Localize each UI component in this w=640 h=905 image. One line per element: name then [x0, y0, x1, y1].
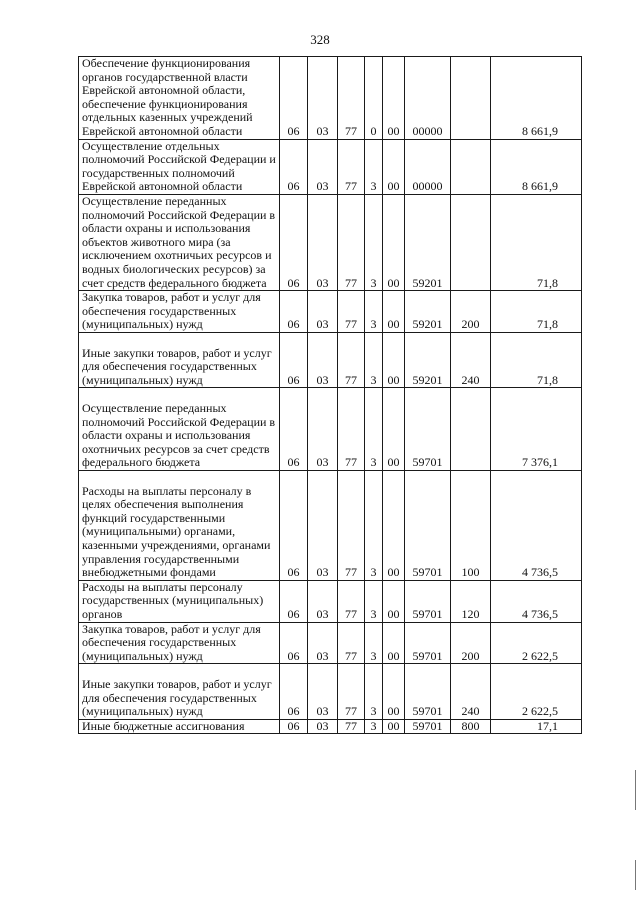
code-expense-type-cell	[451, 139, 491, 194]
code-razdel-cell: 06	[280, 664, 308, 719]
table-row	[79, 580, 582, 622]
code-podrazdel-cell: 03	[308, 139, 338, 194]
code-podrazdel-cell: 03	[308, 580, 338, 622]
code-razdel-cell: 06	[280, 194, 308, 290]
code-main-event-cell: 00	[383, 332, 405, 387]
code-razdel-cell: 06	[280, 332, 308, 387]
code-expense-type-cell	[451, 194, 491, 290]
page-number: 328	[310, 32, 330, 47]
code-direction-cell: 59701	[405, 664, 451, 719]
expense-name-cell: Иные закупки товаров, работ и услуг для обеспечения государственных (муниципальных) нужд	[79, 664, 280, 719]
code-main-event-cell: 00	[383, 57, 405, 140]
expense-name-cell: Иные бюджетные ассигнования	[79, 719, 280, 734]
code-subprogram-cell: 3	[365, 664, 383, 719]
amount-cell: 17,1	[491, 719, 582, 734]
amount-cell: 7 376,1	[491, 388, 582, 471]
amount-cell: 71,8	[491, 194, 582, 290]
code-direction-cell: 59701	[405, 580, 451, 622]
expense-name-cell: Осуществление отдельных полномочий Российской Федерации и государственных полномочий Еврейской автономной области	[79, 139, 280, 194]
code-program-cell: 77	[338, 470, 365, 580]
code-main-event-cell: 00	[383, 194, 405, 290]
code-direction-cell: 59701	[405, 719, 451, 734]
table-row	[79, 719, 582, 734]
table-row	[79, 332, 582, 387]
amount-cell: 71,8	[491, 332, 582, 387]
amount-cell: 2 622,5	[491, 664, 582, 719]
code-program-cell: 77	[338, 291, 365, 333]
code-subprogram-cell: 3	[365, 194, 383, 290]
amount-cell: 8 661,9	[491, 57, 582, 140]
code-expense-type-cell: 200	[451, 291, 491, 333]
table-row	[79, 57, 582, 140]
amount-cell: 2 622,5	[491, 622, 582, 664]
code-subprogram-cell: 3	[365, 388, 383, 471]
code-podrazdel-cell: 03	[308, 664, 338, 719]
code-program-cell: 77	[338, 580, 365, 622]
scan-edge-mark	[635, 860, 636, 890]
table-row	[79, 470, 582, 580]
code-program-cell: 77	[338, 719, 365, 734]
code-expense-type-cell: 200	[451, 622, 491, 664]
code-direction-cell: 59201	[405, 332, 451, 387]
amount-cell: 4 736,5	[491, 580, 582, 622]
code-direction-cell: 59701	[405, 388, 451, 471]
code-podrazdel-cell: 03	[308, 194, 338, 290]
code-program-cell: 77	[338, 332, 365, 387]
code-razdel-cell: 06	[280, 622, 308, 664]
code-razdel-cell: 06	[280, 719, 308, 734]
code-main-event-cell: 00	[383, 139, 405, 194]
code-main-event-cell: 00	[383, 622, 405, 664]
code-main-event-cell: 00	[383, 664, 405, 719]
code-expense-type-cell: 240	[451, 664, 491, 719]
table-row	[79, 664, 582, 719]
code-main-event-cell: 00	[383, 580, 405, 622]
budget-table	[78, 56, 582, 734]
amount-cell: 71,8	[491, 291, 582, 333]
code-subprogram-cell: 3	[365, 139, 383, 194]
code-podrazdel-cell: 03	[308, 622, 338, 664]
code-podrazdel-cell: 03	[308, 388, 338, 471]
code-direction-cell: 59201	[405, 194, 451, 290]
code-expense-type-cell: 800	[451, 719, 491, 734]
code-subprogram-cell: 3	[365, 622, 383, 664]
code-subprogram-cell: 3	[365, 332, 383, 387]
code-expense-type-cell	[451, 388, 491, 471]
code-subprogram-cell: 0	[365, 57, 383, 140]
code-program-cell: 77	[338, 622, 365, 664]
code-program-cell: 77	[338, 388, 365, 471]
code-podrazdel-cell: 03	[308, 332, 338, 387]
expense-name-cell: Осуществление переданных полномочий Российской Федерации в области охраны и использования охотничьих ресурсов за счет средств федерального бюджета	[79, 388, 280, 471]
code-expense-type-cell: 100	[451, 470, 491, 580]
expense-name-cell: Закупка товаров, работ и услуг для обеспечения государственных (муниципальных) нужд	[79, 622, 280, 664]
code-razdel-cell: 06	[280, 57, 308, 140]
expense-name-cell: Осуществление переданных полномочий Российской Федерации в области охраны и использования объектов животного мира (за исключением охотничьих ресурсов и водных биологических ресурсов) за счет средств федерального бюджета	[79, 194, 280, 290]
code-direction-cell: 00000	[405, 139, 451, 194]
code-subprogram-cell: 3	[365, 580, 383, 622]
table-row	[79, 291, 582, 333]
code-main-event-cell: 00	[383, 388, 405, 471]
code-main-event-cell: 00	[383, 719, 405, 734]
code-razdel-cell: 06	[280, 388, 308, 471]
code-razdel-cell: 06	[280, 139, 308, 194]
code-podrazdel-cell: 03	[308, 719, 338, 734]
code-program-cell: 77	[338, 57, 365, 140]
code-razdel-cell: 06	[280, 470, 308, 580]
table-row	[79, 388, 582, 471]
code-direction-cell: 59701	[405, 622, 451, 664]
code-main-event-cell: 00	[383, 470, 405, 580]
table-row	[79, 139, 582, 194]
scan-edge-mark	[635, 770, 636, 810]
code-subprogram-cell: 3	[365, 719, 383, 734]
code-expense-type-cell	[451, 57, 491, 140]
code-program-cell: 77	[338, 194, 365, 290]
code-razdel-cell: 06	[280, 580, 308, 622]
code-main-event-cell: 00	[383, 291, 405, 333]
amount-cell: 8 661,9	[491, 139, 582, 194]
expense-name-cell: Расходы на выплаты персоналу государственных (муниципальных) органов	[79, 580, 280, 622]
expense-name-cell: Закупка товаров, работ и услуг для обеспечения государственных (муниципальных) нужд	[79, 291, 280, 333]
expense-name-cell: Расходы на выплаты персоналу в целях обеспечения выполнения функций государственными (муниципальными) органами, казенными учреждениями, органами управления государственными внебюджетными фондами	[79, 470, 280, 580]
code-program-cell: 77	[338, 139, 365, 194]
code-expense-type-cell: 240	[451, 332, 491, 387]
code-program-cell: 77	[338, 664, 365, 719]
table-row	[79, 194, 582, 290]
expense-name-cell: Иные закупки товаров, работ и услуг для обеспечения государственных (муниципальных) нужд	[79, 332, 280, 387]
code-direction-cell: 00000	[405, 57, 451, 140]
code-podrazdel-cell: 03	[308, 291, 338, 333]
amount-cell: 4 736,5	[491, 470, 582, 580]
code-subprogram-cell: 3	[365, 291, 383, 333]
code-podrazdel-cell: 03	[308, 57, 338, 140]
code-direction-cell: 59201	[405, 291, 451, 333]
code-direction-cell: 59701	[405, 470, 451, 580]
table-row	[79, 622, 582, 664]
code-expense-type-cell: 120	[451, 580, 491, 622]
code-subprogram-cell: 3	[365, 470, 383, 580]
code-razdel-cell: 06	[280, 291, 308, 333]
expense-name-cell: Обеспечение функционирования органов государственной власти Еврейской автономной области, обеспечение функционирования отдельных казенных учреждений Еврейской автономной области	[79, 57, 280, 140]
code-podrazdel-cell: 03	[308, 470, 338, 580]
